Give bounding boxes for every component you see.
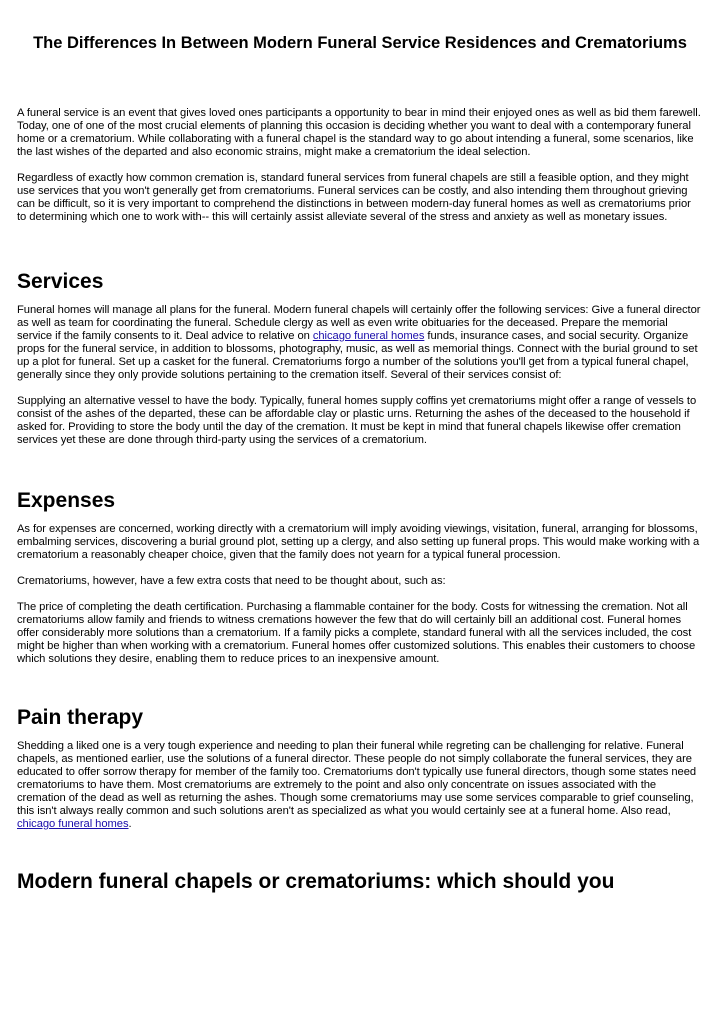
modern-chapels-heading: Modern funeral chapels or crematoriums: which should you [17,870,615,893]
services-paragraph-1 [17,304,703,382]
expenses-paragraph-3: The price of completing the death certification. Purchasing a flammable container for the body. Costs for witnessing the cremation. Not all crematoriums allow family and friends to witness cremations however the few that do will certainly bill an additional cost. Funeral homes offer considerably more solutions than a crematorium. If a family picks a complete, standard funeral with all the services included, the cost might be higher than when working with a crematorium. Funeral homes offer customized solutions. This enables their customers to choose which solutions they desire, enabling them to reduce prices to an inexpensive amount. [17,601,696,665]
expenses-paragraph-2: Crematoriums, however, have a few extra costs that need to be thought about, such as: [17,575,446,587]
document-page [17,0,703,895]
pain-therapy-paragraph [17,740,703,831]
pain-text-after-link: . [128,818,132,830]
expenses-paragraph-1: As for expenses are concerned, working directly with a crematorium will imply avoiding viewings, visitation, funeral, arranging for blossoms, embalming services, discovering a burial ground plot, setting up a clergy, and also setting up funeral props. This would make working with a crematorium a reasonably cheaper choice, given that the family does not yearn for a typical funeral procession. [17,523,700,561]
intro-paragraph-2: Regardless of exactly how common cremation is, standard funeral services from funeral chapels are still a feasible option, and they might use services that you won't generally get from crematoriums. Funeral services can be costly, and also intending them throughout grieving can be difficult, so it is very important to comprehend the distinctions in between modern-day funeral homes as well as crematoriums prior to determining which one to work with-- this will certainly assist alleviate several of the stress and anxiety as well as monetary issues. [17,172,691,223]
chicago-funeral-homes-link-2[interactable]: chicago funeral homes [17,818,129,830]
pain-therapy-heading: Pain therapy [17,706,144,729]
chicago-funeral-homes-link[interactable]: chicago funeral homes [312,330,425,342]
pain-text-before-link: Shedding a liked one is a very tough experience and needing to plan their funeral while regreting can be challenging for relative. Funeral chapels, as mentioned earlier, use the solutions of a funeral director. These people do not simply collaborate the funeral services, they are educated to offer sorrow therapy for member of the family too. Crematoriums don't typically use funeral directors, though some states need crematoriums to have them. Most crematoriums are extremely to the point and also only concentrate on issues associated with the cremation of the dead as well as returning the ashes. Though some crematoriums may use some services comparable to grief counseling, this isn't always really common and such solutions aren't as specialized as what you would certainly see at a funeral home. Also read, [17,740,697,817]
page-title: The Differences In Between Modern Funeral Service Residences and Crematoriums [33,34,687,52]
intro-paragraph-1: A funeral service is an event that gives loved ones participants a opportunity to bear in mind their enjoyed ones as well as bid them farewell. Today, one of one of the most crucial elements of planning this occasion is deciding whether you want to deal with a contemporary funeral home or a crematorium. While collaborating with a funeral chapel is the standard way to go about intending a funeral, some scenarios, like the last wishes of the departed and also economic strains, might make a crematorium the ideal selection. [17,107,701,158]
expenses-heading: Expenses [17,489,116,512]
services-text-before-link: Funeral homes will manage all plans for the funeral. Modern funeral chapels will certainly offer the following services: Give a funeral director as well as team for coordinating the funeral. Schedule clergy as well as even write obituaries for the deceased. Prepare the memorial service if the family consents to it. Deal advice to relative on [17,304,701,342]
services-heading: Services [17,270,104,293]
services-paragraph-2: Supplying an alternative vessel to have the body. Typically, funeral homes supply coffins yet crematoriums might offer a range of vessels to consist of the ashes of the departed, these can be affordable clay or plastic urns. Returning the ashes of the deceased to the household if asked for. Providing to store the body until the day of the cremation. It must be kept in mind that funeral chapels likewise offer cremation services yet these are done through third-party using the services of a crematorium. [17,395,697,446]
services-text-after-link: funds, insurance cases, and social security. Organize props for the funeral service, in addition to blossoms, photography, music, as well as memorial things. Connect with the burial ground to set up a plot for funeral. Set up a casket for the funeral. Crematoriums forgo a number of the solutions you'll get from a typical funeral chapel, generally since they only provide solutions pertaining to the cremation itself. Several of their services consist of: [17,330,698,381]
